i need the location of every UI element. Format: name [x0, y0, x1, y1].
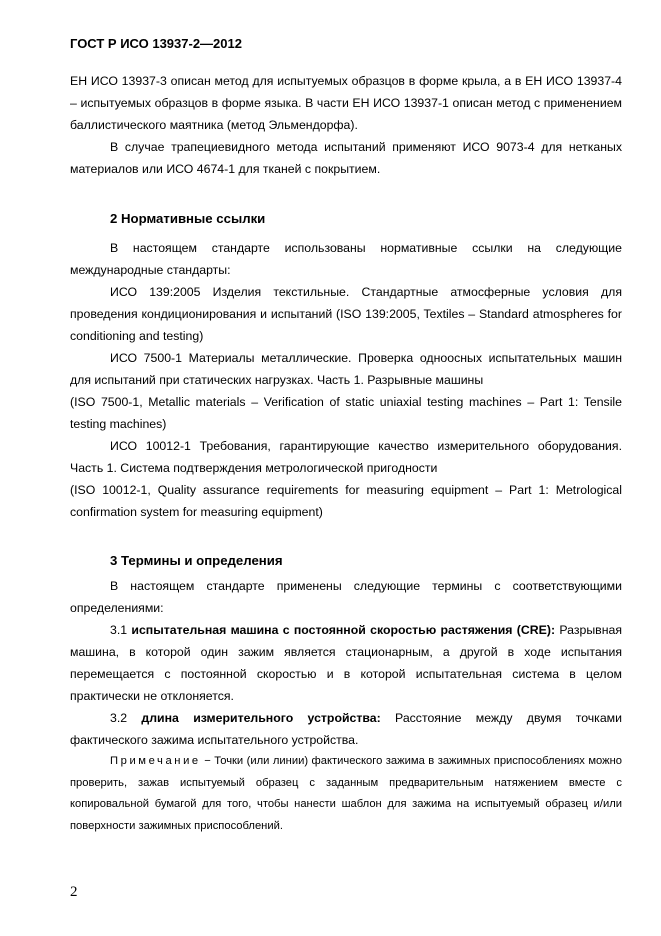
term-3-2-number: 3.2 [110, 711, 142, 725]
reference-iso-10012-1: ИСО 10012-1 Требования, гарантирующие качество измерительного оборудования. Часть 1. Система подтверждения метрологической пригодности [70, 439, 622, 475]
section-2-paragraph: В настоящем стандарте использованы нормативные ссылки на следующие международные стандарты: [70, 241, 622, 277]
term-3-1-number: 3.1 [110, 623, 132, 637]
reference-iso-7500-1-english: (ISO 7500-1, Metallic materials – Verification of static uniaxial testing machines – Part 1: Tensile testing machines) [70, 395, 622, 431]
term-3-2-definition: Расстояние между двумя точками фактического зажима испытательного устройства. [70, 711, 622, 747]
note-text: − Точки (или линии) фактического зажима в зажимных приспособлениях можно проверить, зажав испытуемый образец с заданным предварительным натяжением вместе с копировальной бумагой для того, чтобы нанести шаблон для зажима на испытуемый образец и/или поверхности зажимных приспособлений. [70, 755, 622, 832]
term-3-2 [70, 707, 622, 751]
note [70, 751, 622, 837]
intro-paragraph-1: ЕН ИСО 13937-3 описан метод для испытуемых образцов в форме крыла, а в ЕН ИСО 13937-4 – испытуемых образцов в форме языка. В части ЕН ИСО 13937-1 описан метод с применением баллистического маятника (метод Эльмендорфа). [70, 74, 622, 132]
term-3-1-name: испытательная машина с постоянной скоростью растяжения (CRE): [131, 623, 556, 637]
note-label: Примечание [110, 755, 201, 767]
term-3-1-definition: Разрывная машина, в которой один зажим является стационарным, а другой в ходе испытания перемещается с постоянной скоростью и в которой испытательная система в целом практически не отклоняется. [70, 623, 622, 703]
section-2-title: 2 Нормативные ссылки [110, 211, 266, 226]
term-3-2-name: длина измерительного устройства: [141, 711, 381, 725]
section-3-paragraph: В настоящем стандарте применены следующие термины с соответствующими определениями: [70, 579, 622, 615]
page-content [70, 70, 622, 837]
reference-iso-10012-1-english: (ISO 10012-1, Quality assurance requirements for measuring equipment – Part 1: Metrological confirmation system for measuring equipment) [70, 483, 622, 519]
reference-iso-7500-1: ИСО 7500-1 Материалы металлические. Проверка одноосных испытательных машин для испытаний при статических нагрузках. Часть 1. Разрывные машины [70, 351, 622, 387]
intro-paragraph-2: В случае трапециевидного метода испытаний применяют ИСО 9073-4 для нетканых материалов или ИСО 4674-1 для тканей с покрытием. [70, 140, 622, 176]
term-3-1 [70, 619, 622, 707]
section-3-title: 3 Термины и определения [110, 553, 283, 568]
reference-iso-139: ИСО 139:2005 Изделия текстильные. Стандартные атмосферные условия для проведения кондиционирования и испытаний (ISO 139:2005, Textiles – Standard atmospheres for conditioning and testing) [70, 285, 622, 343]
page-header: ГОСТ Р ИСО 13937-2—2012 [70, 36, 242, 51]
page-number: 2 [70, 884, 78, 900]
